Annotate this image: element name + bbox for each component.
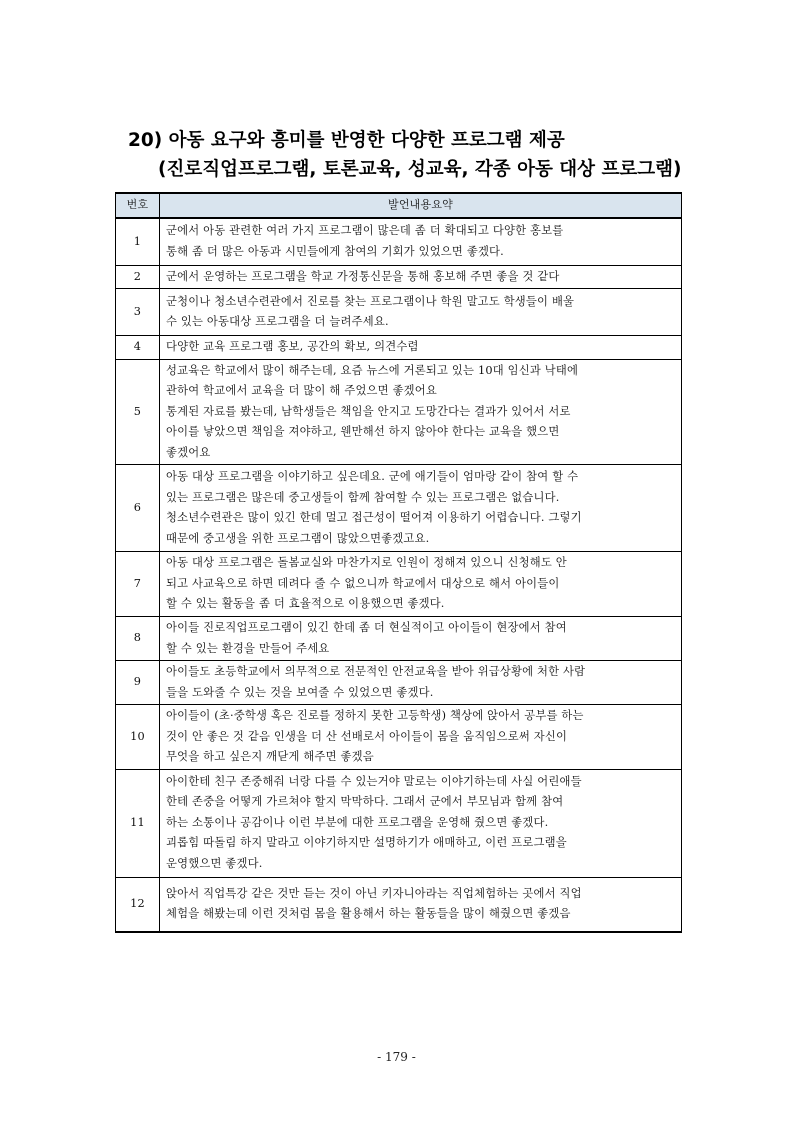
page-number: - 179 -: [377, 1050, 416, 1064]
row-content: [160, 661, 682, 705]
content-line: 통해 좀 더 많은 아동과 시민들에게 참여의 기회가 있었으면 좋겠다.: [166, 244, 504, 258]
content-line: 군에서 아동 관련한 여러 가지 프로그램이 많은데 좀 더 확대되고 다양한 홍보를: [166, 224, 564, 238]
content-line: 있는 프로그램은 많은데 중고생들이 함께 참여할 수 있는 프로그램은 없습니다.: [166, 490, 560, 504]
content-line: 수 있는 아동대상 프로그램을 더 늘려주세요.: [166, 315, 389, 328]
statement-summary-table: [115, 192, 682, 933]
content-line: 하는 소통이나 공감이나 이런 부분에 대한 프로그램을 운영해 줬으면 좋겠다.: [166, 815, 549, 829]
row-number: 12: [116, 877, 160, 932]
row-content: [160, 359, 682, 465]
content-line: 한테 존중을 어떻게 가르쳐야 할지 막막하다. 그래서 군에서 부모님과 함께 참여: [166, 795, 564, 809]
table-header-row: [116, 193, 682, 218]
content-line: 아이들이 (초·중학생 혹은 진로를 정하지 못한 고등학생) 책상에 앉아서 공부를 하는: [166, 709, 584, 722]
content-line: 체험을 해봤는데 이런 것처럼 몸을 활용해서 하는 활동들을 많이 해줬으면 좋겠음: [166, 907, 571, 921]
content-line: 좋겠어요: [166, 445, 211, 459]
content-line: 운영했으면 좋겠다.: [166, 856, 263, 870]
content-line: 할 수 있는 활동을 좀 더 효율적으로 이용했으면 좋겠다.: [166, 597, 445, 611]
row-number: 6: [116, 465, 160, 552]
row-content: [160, 769, 682, 877]
table-row: [116, 877, 682, 932]
row-number: 5: [116, 359, 160, 465]
row-content: [160, 617, 682, 661]
content-line: 청소년수련관은 많이 있긴 한데 멀고 접근성이 떨어져 이용하기 어렵습니다. 그렇기: [166, 511, 582, 524]
table-row: [116, 617, 682, 661]
content-line: 괴롭힘 따돌림 하지 말라고 이야기하지만 설명하기가 애매하고, 이런 프로그램을: [166, 836, 567, 850]
content-line: 아동 대상 프로그램은 돌봄교실와 마찬가지로 인원이 정해져 있으니 신청해도 안: [166, 556, 567, 570]
table-row: [116, 552, 682, 617]
table-row: [116, 336, 682, 360]
content-line: 할 수 있는 환경을 만들어 주세요: [166, 641, 330, 655]
row-content: [160, 336, 682, 360]
heading-line-2: (진로직업프로그램, 토론교육, 성교육, 각종 아동 대상 프로그램): [158, 159, 682, 180]
content-line: 아이를 낳았으면 책임을 져야하고, 웬만해선 하지 않아야 한다는 교육을 했으면: [166, 425, 560, 438]
content-line: 때문에 중고생을 위한 프로그램이 많았으면좋겠고요.: [166, 531, 430, 545]
content-line: 성교육은 학교에서 많이 해주는데, 요즘 뉴스에 거론되고 있는 10대 임신과 낙태에: [166, 363, 579, 377]
row-content: [160, 265, 682, 289]
row-content: [160, 877, 682, 932]
row-number: 11: [116, 769, 160, 877]
table-row: [116, 769, 682, 877]
row-content: [160, 289, 682, 336]
row-number: 1: [116, 218, 160, 265]
row-content: [160, 465, 682, 552]
section-heading: [128, 126, 688, 184]
table-row: [116, 465, 682, 552]
header-number: 번호: [116, 193, 160, 218]
row-content: [160, 218, 682, 265]
content-line: 군청이나 청소년수련관에서 진로를 찾는 프로그램이나 학원 말고도 학생들이 배울: [166, 294, 575, 308]
content-line: 아이한테 친구 존중해줘 너랑 다를 수 있는거야 말로는 이야기하는데 사실 어린애들: [166, 774, 582, 788]
row-number: 9: [116, 661, 160, 705]
row-number: 10: [116, 705, 160, 770]
header-summary: 발언내용요약: [160, 193, 682, 218]
table-row: [116, 218, 682, 265]
content-line: 앉아서 직업특강 같은 것만 듣는 것이 아닌 키자니아라는 직업체험하는 곳에서 직업: [166, 886, 582, 900]
heading-line-1: 20) 아동 요구와 흥미를 반영한 다양한 프로그램 제공: [128, 130, 565, 151]
content-line: 되고 사교육으로 하면 데려다 줄 수 없으니까 학교에서 대상으로 해서 아이들이: [166, 576, 560, 590]
content-line: 관하여 학교에서 교육을 더 많이 해 주었으면 좋겠어요: [166, 384, 438, 397]
row-content: [160, 552, 682, 617]
table-row: [116, 661, 682, 705]
row-number: 2: [116, 265, 160, 289]
content-line: 군에서 운영하는 프로그램을 학교 가정통신문을 통해 홍보해 주면 좋을 것 같다: [166, 269, 560, 283]
content-line: 들을 도와줄 수 있는 것을 보여줄 수 있었으면 좋겠다.: [166, 685, 434, 699]
content-line: 다양한 교육 프로그램 홍보, 공간의 확보, 의견수렴: [166, 340, 419, 353]
table-row: [116, 289, 682, 336]
row-number: 8: [116, 617, 160, 661]
content-line: 무엇을 하고 싶은지 깨닫게 해주면 좋겠음: [166, 750, 374, 763]
content-line: 것이 안 좋은 것 같음 인생을 더 산 선배로서 아이들이 몸을 움직임으로써 자신이: [166, 729, 568, 743]
row-number: 4: [116, 336, 160, 360]
content-line: 아이들도 초등학교에서 의무적으로 전문적인 안전교육을 받아 위급상황에 처한 사람: [166, 665, 586, 678]
content-line: 아동 대상 프로그램을 이야기하고 싶은데요. 군에 애기들이 엄마랑 같이 참여 할 수: [166, 470, 579, 483]
content-line: 통계된 자료를 봤는데, 남학생들은 책임을 안지고 도망간다는 결과가 있어서 서로: [166, 404, 571, 418]
row-content: [160, 705, 682, 770]
row-number: 7: [116, 552, 160, 617]
table-row: [116, 265, 682, 289]
table-row: [116, 705, 682, 770]
table-row: [116, 359, 682, 465]
content-line: 아이들 진로직업프로그램이 있긴 한데 좀 더 현실적이고 아이들이 현장에서 참여: [166, 621, 567, 634]
row-number: 3: [116, 289, 160, 336]
